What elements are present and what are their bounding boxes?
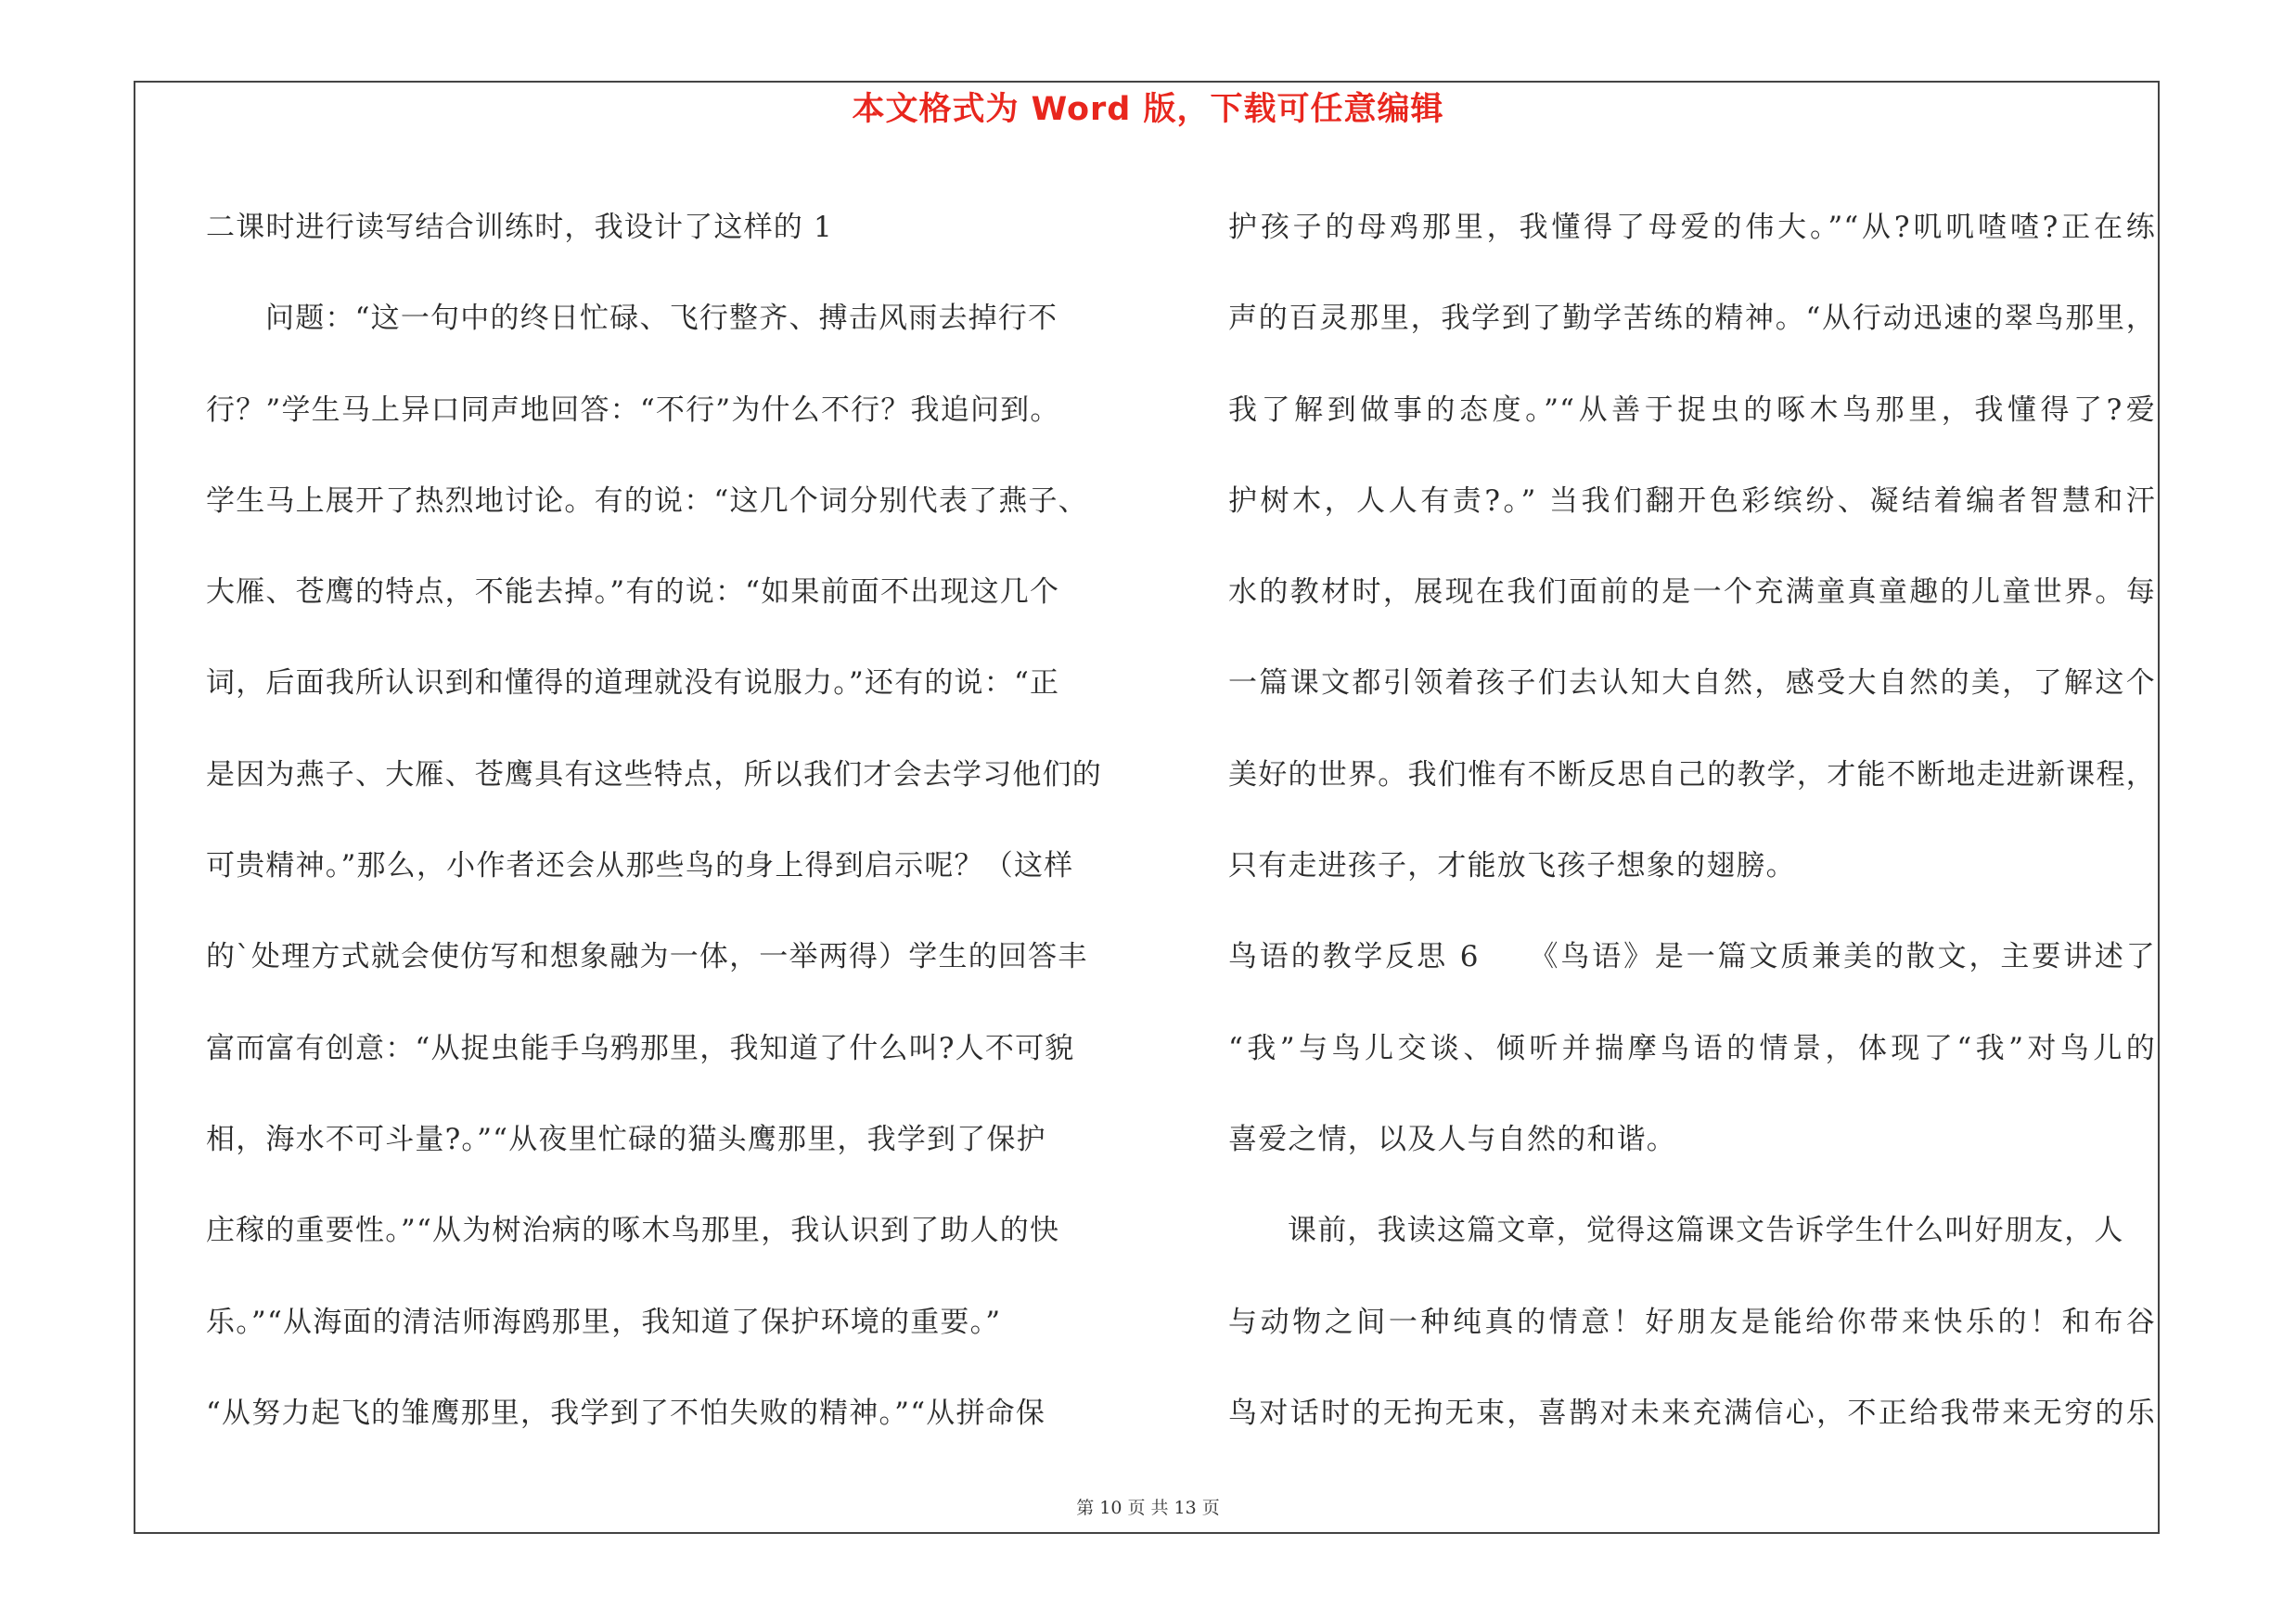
- page-number-footer: 第 10 页 共 13 页: [1076, 1498, 1220, 1518]
- text-line: 课前，我读这篇文章，觉得这篇课文告诉学生什么叫好朋友，人: [1288, 1214, 2124, 1248]
- text-line: 声的百灵那里，我学到了勤学苦练的精神。“从行动迅速的翠鸟那里，: [1228, 302, 2156, 336]
- text-line: 我了解到做事的态度。”“从善于捉虫的啄木鸟那里，我懂得了?爱: [1228, 393, 2156, 427]
- text-line: 可贵精神。”那么，小作者还会从那些鸟的身上得到启示呢？（这样: [206, 849, 1074, 883]
- text-line: 鸟语的教学反思 6 《鸟语》是一篇文质兼美的散文，主要讲述了: [1228, 940, 2156, 974]
- text-line: 的`处理方式就会使仿写和想象融为一体，一举两得）学生的回答丰: [206, 940, 1088, 974]
- text-line: 相，海水不可斗量?。”“从夜里忙碌的猫头鹰那里，我学到了保护: [206, 1122, 1046, 1156]
- left-text-column: [206, 182, 1134, 1459]
- text-line: “我”与鸟儿交谈、倾听并揣摩鸟语的情景，体现了“我”对鸟儿的: [1228, 1031, 2156, 1065]
- text-line: 庄稼的重要性。”“从为树治病的啄木鸟那里，我认识到了助人的快: [206, 1214, 1060, 1248]
- text-line: 行？”学生马上异口同声地回答：“不行”为什么不行？我追问到。: [206, 393, 1060, 427]
- text-line: 问题：“这一句中的终日忙碌、飞行整齐、搏击风雨去掉行不: [265, 302, 1058, 336]
- text-line: 词，后面我所认识到和懂得的道理就没有说服力。”还有的说：“正: [206, 666, 1060, 701]
- text-line: 护孩子的母鸡那里，我懂得了母爱的伟大。”“从?叽叽喳喳?正在练: [1228, 211, 2156, 244]
- text-line: 鸟对话时的无拘无束，喜鹊对未来充满信心，不正给我带来无穷的乐: [1228, 1396, 2156, 1430]
- text-line: 与动物之间一种纯真的情意！好朋友是能给你带来快乐的！和布谷: [1228, 1305, 2156, 1339]
- text-line: 护树木，人人有责?。” 当我们翻开色彩缤纷、凝结着编者智慧和汗: [1228, 483, 2156, 518]
- text-line: 只有走进孩子，才能放飞孩子想象的翅膀。: [1228, 849, 1796, 883]
- text-line: 美好的世界。我们惟有不断反思自己的教学，才能不断地走进新课程，: [1228, 757, 2156, 792]
- text-line: 一篇课文都引领着孩子们去认知大自然，感受大自然的美，了解这个: [1228, 666, 2156, 701]
- text-line: 学生马上展开了热烈地讨论。有的说：“这几个词分别代表了燕子、: [206, 483, 1088, 518]
- text-line: 乐。”“从海面的清洁师海鸥那里，我知道了保护环境的重要。”: [206, 1305, 1002, 1339]
- text-line: 富而富有创意：“从捉虫能手乌鸦那里，我知道了什么叫?人不可貌: [206, 1031, 1075, 1065]
- text-line: 是因为燕子、大雁、苍鹰具有这些特点，所以我们才会去学习他们的: [206, 757, 1102, 792]
- text-line: 水的教材时，展现在我们面前的是一个充满童真童趣的儿童世界。每: [1228, 575, 2156, 610]
- right-text-column: [1228, 182, 2156, 1459]
- document-header-title: 本文格式为 Word 版，下载可任意编辑: [852, 91, 1444, 128]
- text-line: 大雁、苍鹰的特点，不能去掉。”有的说：“如果前面不出现这几个: [206, 575, 1060, 610]
- text-line: “从努力起飞的雏鹰那里，我学到了不怕失败的精神。”“从拼命保: [206, 1396, 1046, 1430]
- text-line: 二课时进行读写结合训练时，我设计了这样的 1: [206, 211, 833, 244]
- text-line: 喜爱之情，以及人与自然的和谐。: [1228, 1122, 1676, 1156]
